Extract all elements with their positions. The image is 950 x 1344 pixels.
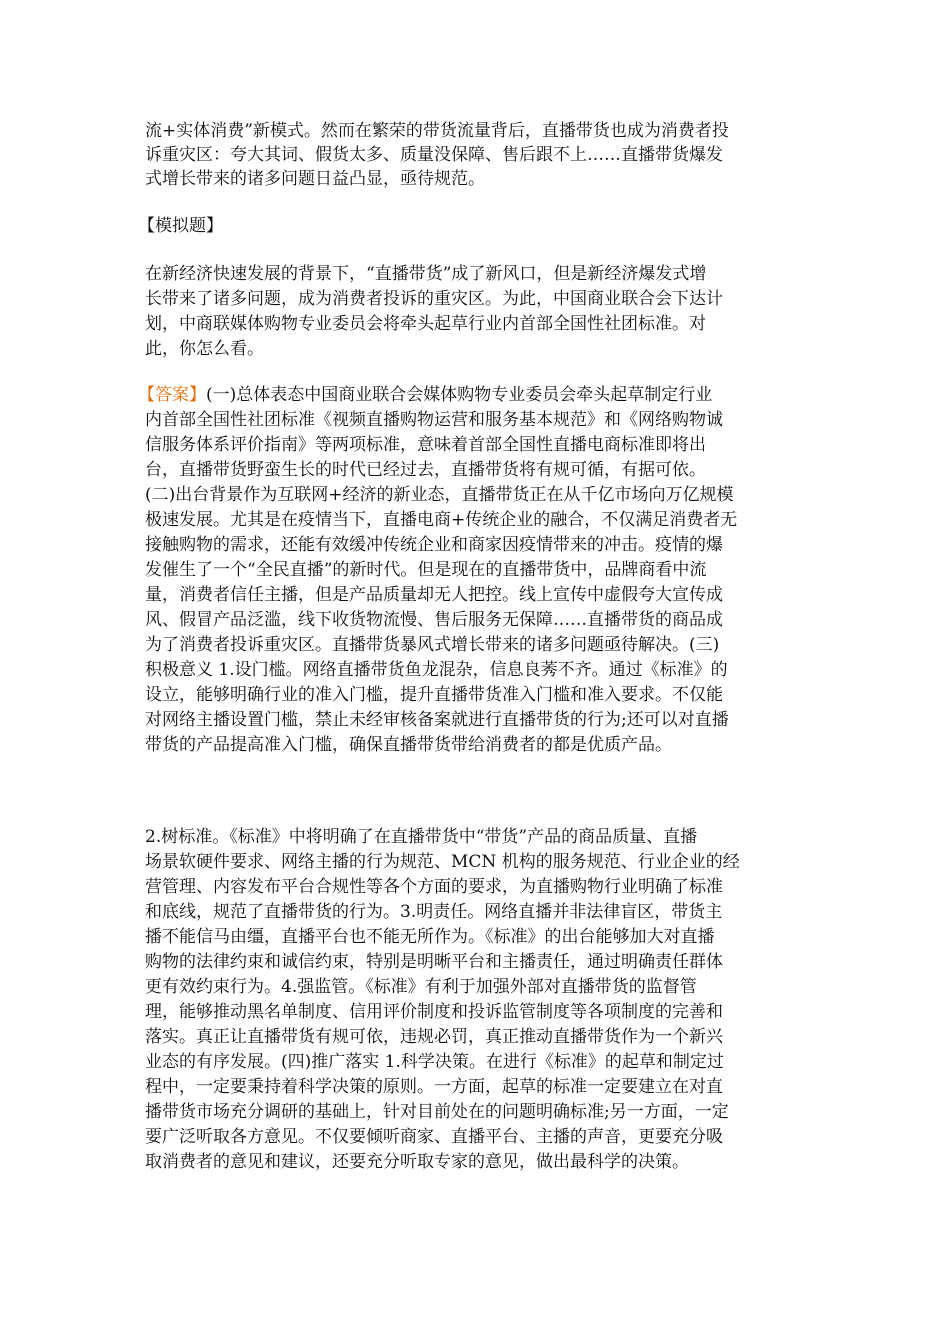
answer-line: 和底线，规范了直播带货的行为。3.明责任。网络直播并非法律盲区，带货主 <box>145 902 723 922</box>
answer-first-line-text: (一)总体表态中国商业联合会媒体购物专业委员会牵头起草制定行业 <box>206 385 713 405</box>
answer-line: (二)出台背景作为互联网+经济的新业态，直播带货正在从千亿市场向万亿规模 <box>145 485 734 505</box>
answer-line: 播带货市场充分调研的基础上，针对目前处在的问题明确标准;另一方面，一定 <box>145 1102 729 1122</box>
intro-line: 流+实体消费”新模式。然而在繁荣的带货流量背后，直播带货也成为消费者投 <box>145 121 729 141</box>
answer-line: 购物的法律约束和诚信约束，特别是明晰平台和主播责任，通过明确责任群体 <box>145 952 723 972</box>
answer-line: 营管理、内容发布平台合规性等各个方面的要求，为直播购物行业明确了标准 <box>145 877 723 897</box>
answer-line: 更有效约束行为。4.强监管。《标准》有利于加强外部对直播带货的监督管 <box>145 977 697 997</box>
question-line: 此，你怎么看。 <box>145 339 264 359</box>
answer-line: 带货的产品提高准入门槛，确保直播带货带给消费者的都是优质产品。 <box>145 735 672 755</box>
answer-line: 理，能够推动黑名单制度、信用评价制度和投诉监管制度等各项制度的完善和 <box>145 1002 723 1022</box>
answer-line: 设立，能够明确行业的准入门槛，提升直播带货准入门槛和准入要求。不仅能 <box>145 685 723 705</box>
intro-line: 式增长带来的诸多问题日益凸显，亟待规范。 <box>145 169 485 189</box>
answer-line: 对网络主播设置门槛，禁止未经审核备案就进行直播带货的行为;还可以对直播 <box>145 710 729 730</box>
answer-line: 内首部全国性社团标准《视频直播购物运营和服务基本规范》和《网络购物诚 <box>145 410 723 430</box>
answer-line: 为了消费者投诉重灾区。直播带货暴风式增长带来的诸多问题亟待解决。(三) <box>145 635 720 655</box>
answer-mark: 【答案】 <box>138 385 206 405</box>
answer-line: 播不能信马由缰，直播平台也不能无所作为。《标准》的出台能够加大对直播 <box>145 927 715 947</box>
answer-line: 积极意义 1.设门槛。网络直播带货鱼龙混杂，信息良莠不齐。通过《标准》的 <box>145 660 728 680</box>
answer-line: 2.树标准。《标准》中将明确了在直播带货中“带货”产品的商品质量、直播 <box>145 827 698 847</box>
answer-line: 落实。真正让直播带货有规可依，违规必罚，真正推动直播带货作为一个新兴 <box>145 1027 723 1047</box>
answer-line: 台，直播带货野蛮生长的时代已经过去，直播带货将有规可循，有据可依。 <box>145 460 706 480</box>
answer-line: 量，消费者信任主播，但是产品质量却无人把控。线上宣传中虚假夸大宣传成 <box>145 585 723 605</box>
intro-line: 诉重灾区：夸大其词、假货太多、质量没保障、售后跟不上……直播带货爆发 <box>145 145 723 165</box>
answer-line: 发催生了一个“全民直播”的新时代。但是现在的直播带货中，品牌商看中流 <box>145 560 707 580</box>
answer-line: 场景软硬件要求、网络主播的行为规范、MCN 机构的服务规范、行业企业的经 <box>145 852 740 872</box>
question-line: 在新经济快速发展的背景下，“直播带货”成了新风口，但是新经济爆发式增 <box>145 264 707 284</box>
answer-line: 风、假冒产品泛滥，线下收货物流慢、售后服务无保障……直播带货的商品成 <box>145 610 723 630</box>
answer-line: 极速发展。尤其是在疫情当下，直播电商+传统企业的融合，不仅满足消费者无 <box>145 510 738 530</box>
answer-first-line <box>138 383 808 407</box>
question-line: 长带来了诸多问题，成为消费者投诉的重灾区。为此，中国商业联合会下达计 <box>145 289 723 309</box>
answer-line: 业态的有序发展。(四)推广落实 1.科学决策。在进行《标准》的起草和制定过 <box>145 1052 724 1072</box>
answer-line: 接触购物的需求，还能有效缓冲传统企业和商家因疫情带来的冲击。疫情的爆 <box>145 535 723 555</box>
question-line: 划，中商联媒体购物专业委员会将牵头起草行业内首部全国性社团标准。对 <box>145 314 706 334</box>
answer-line: 取消费者的意见和建议，还要充分听取专家的意见，做出最科学的决策。 <box>145 1152 689 1172</box>
section-label: 【模拟题】 <box>138 216 223 236</box>
answer-line: 信服务体系评价指南》等两项标准，意味着首部全国性直播电商标准即将出 <box>145 435 706 455</box>
answer-line: 要广泛听取各方意见。不仅要倾听商家、直播平台、主播的声音，更要充分吸 <box>145 1127 723 1147</box>
answer-line: 程中，一定要秉持着科学决策的原则。一方面，起草的标准一定要建立在对直 <box>145 1077 723 1097</box>
